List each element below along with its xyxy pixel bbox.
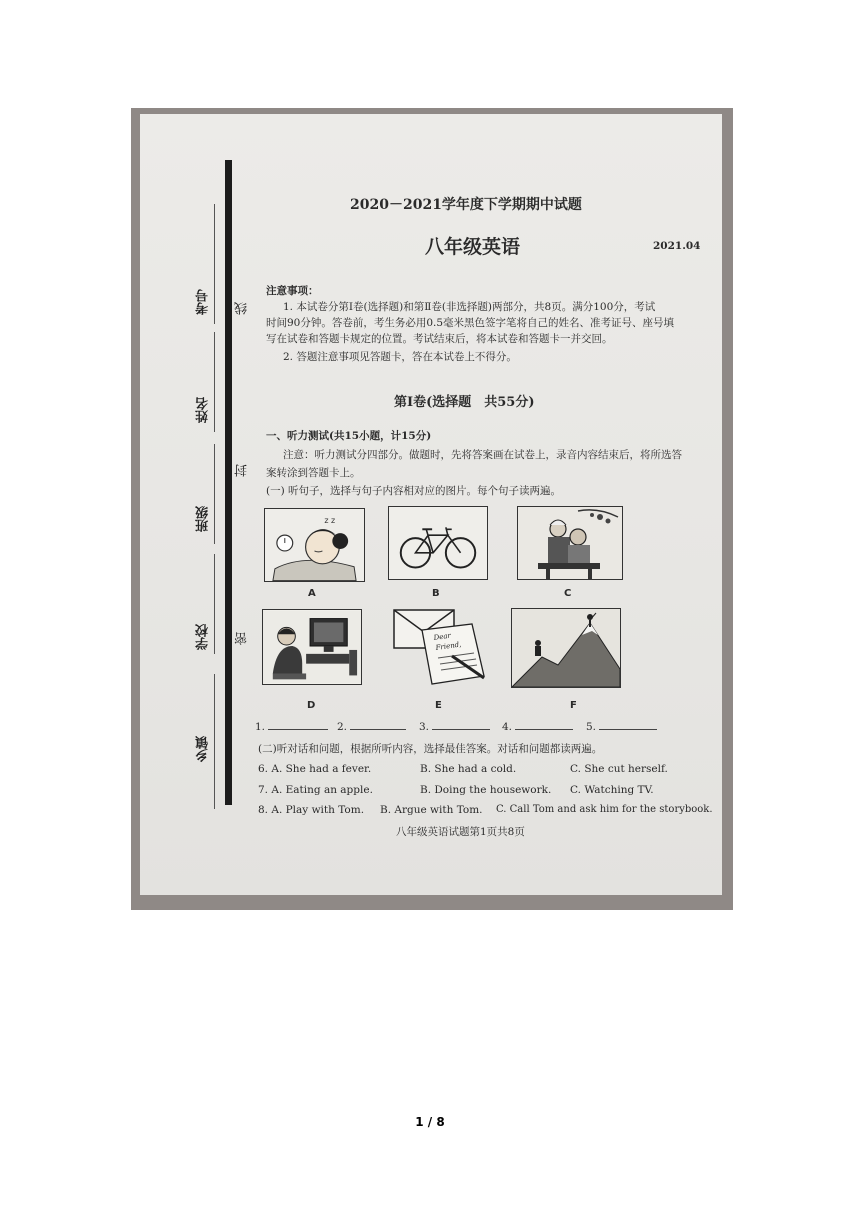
picture-c-old-couple xyxy=(517,506,623,580)
answer-blank-5: 5. xyxy=(586,720,657,733)
q8-option-c: C. Call Tom and ask him for the storybook. xyxy=(496,804,713,815)
notice-line-3: 写在试卷和答题卡规定的位置。考试结束后，将本试卷和答题卡一并交回。 xyxy=(266,333,613,345)
label-d: D xyxy=(307,700,316,711)
town-line xyxy=(214,674,215,809)
class-line xyxy=(214,444,215,544)
name-line xyxy=(214,332,215,432)
q7-option-c: C. Watching TV. xyxy=(570,784,654,796)
listening-sub1: (一) 听句子，选择与句子内容相对应的图片。每个句子读两遍。 xyxy=(266,485,562,497)
label-name: 姓名 xyxy=(196,397,211,423)
page-number: 1 / 8 xyxy=(415,1115,445,1129)
part1-title: 第Ⅰ卷(选择题 共55分) xyxy=(394,395,535,410)
picture-d-computer xyxy=(262,609,362,685)
label-e: E xyxy=(435,700,442,711)
label-school: 学校 xyxy=(196,624,211,650)
letter-text-friend: Friend, xyxy=(435,640,462,652)
answer-blank-3: 3. xyxy=(419,720,490,733)
school-line xyxy=(214,554,215,654)
q8-option-a: 8. A. Play with Tom. xyxy=(258,804,365,816)
label-c: C xyxy=(564,588,572,599)
exam-date: 2021.04 xyxy=(653,240,701,252)
label-b: B xyxy=(432,588,440,599)
answer-blank-1: 1. xyxy=(255,720,328,733)
notice-line-2: 时间90分钟。答卷前，考生务必用0.5毫米黑色签字笔将自己的姓名、准考证号、座号填 xyxy=(266,317,675,329)
picture-b-bicycle xyxy=(388,506,488,580)
seal-xian: 线 xyxy=(235,302,250,315)
q6-option-b: B. She had a cold. xyxy=(420,763,517,775)
svg-text:z z: z z xyxy=(324,516,336,526)
seal-mi: 密 xyxy=(235,632,250,645)
label-town: 乡镇 xyxy=(196,736,211,762)
exam-paper xyxy=(140,114,722,895)
q6-option-a: 6. A. She had a fever. xyxy=(258,763,372,775)
notice-heading: 注意事项： xyxy=(266,285,319,297)
q7-option-a: 7. A. Eating an apple. xyxy=(258,784,373,796)
q6-option-c: C. She cut herself. xyxy=(570,763,668,775)
binding-bar xyxy=(225,160,232,805)
picture-e-letter xyxy=(392,608,488,686)
listening-note-2: 案转涂到答题卡上。 xyxy=(266,467,361,479)
subject-title: 八年级英语 xyxy=(425,236,521,258)
label-f: F xyxy=(570,700,577,711)
scanned-photo xyxy=(131,108,733,910)
exam-title: 2020－2021学年度下学期期中试题 xyxy=(350,197,582,213)
label-exam-no: 考号 xyxy=(196,289,211,315)
seal-feng: 封 xyxy=(235,464,250,477)
answer-blank-2: 2. xyxy=(337,720,406,733)
q7-option-b: B. Doing the housework. xyxy=(420,784,552,796)
picture-a-sleeping-girl xyxy=(264,508,365,582)
answer-blank-4: 4. xyxy=(502,720,573,733)
q8-option-b: B. Argue with Tom. xyxy=(380,804,483,816)
notice-line-1: 1. 本试卷分第Ⅰ卷(选择题)和第Ⅱ卷(非选择题)两部分，共8页。满分100分，考试 xyxy=(283,301,656,313)
letter-text-dear: Dear xyxy=(433,631,452,642)
label-a: A xyxy=(308,588,316,599)
picture-f-mountain-climbing xyxy=(511,608,621,688)
listening-note-1: 注意：听力测试分四部分。做题时，先将答案画在试卷上，录音内容结束后，将所选答 xyxy=(283,449,682,461)
paper-page-footer: 八年级英语试题第1页共8页 xyxy=(396,826,525,838)
exam-no-line xyxy=(214,204,215,324)
listening-sub2: (二)听对话和问题，根据所听内容，选择最佳答案。对话和问题都读两遍。 xyxy=(258,743,603,755)
listening-section-title: 一、听力测试(共15小题，计15分) xyxy=(266,430,432,442)
label-class: 班级 xyxy=(196,506,211,532)
notice-line-4: 2. 答题注意事项见答题卡，答在本试卷上不得分。 xyxy=(283,351,517,363)
